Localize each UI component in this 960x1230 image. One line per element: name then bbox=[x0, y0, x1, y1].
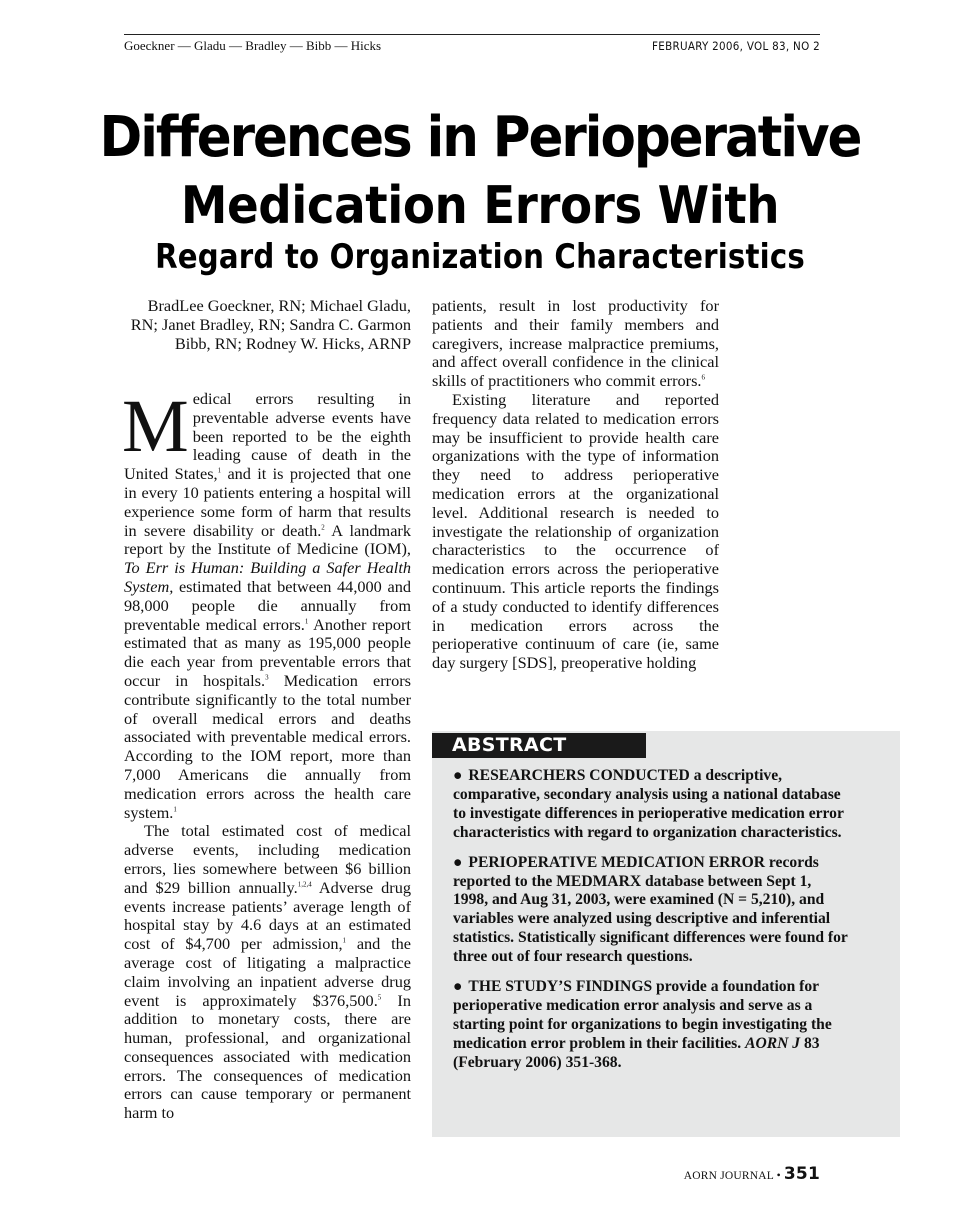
running-head bbox=[124, 34, 820, 55]
page-footer bbox=[684, 1164, 820, 1184]
abstract-item-2 bbox=[453, 854, 849, 967]
running-head-issue: FEBRUARY 2006, VOL 83, NO 2 bbox=[651, 39, 820, 53]
footnote-ref: 1,2,4 bbox=[297, 880, 312, 889]
footnote-ref: 1 bbox=[342, 936, 347, 945]
footnote-ref: 6 bbox=[701, 373, 705, 382]
text-run: A landmark report by the Institute of Medicine (IOM), bbox=[124, 520, 411, 559]
footnote-ref: 5 bbox=[377, 993, 382, 1002]
abstract-label: ABSTRACT bbox=[432, 733, 646, 758]
footer-journal: AORN JOURNAL • bbox=[683, 1170, 781, 1182]
abstract-text: 83 (February 2006) 351-368. bbox=[453, 1034, 820, 1071]
abstract-items bbox=[453, 767, 849, 1084]
title-line-1: Differences in Perioperative bbox=[99, 105, 861, 170]
footnote-ref: 1 bbox=[173, 805, 177, 814]
bullet-icon: ● bbox=[453, 767, 463, 784]
right-paragraph-2: Existing literature and reported frequency data related to medication errors may be insufficient to provide health care organizations with the type of information they need to address perioperative medication errors at the organizational level. Additional research is needed to investigate the relationship of organization characteristics to the occurrence of medication errors across the perioperative continuum. This article reports the findings of a study conducted to identify differences in medication errors across the perioperative continuum of care (ie, same day surgery [SDS], preoperative holding bbox=[432, 389, 719, 673]
text-run: Another report estimated that as many as 195,000 people die each year from preventable errors that occur in hospitals. bbox=[124, 614, 411, 690]
bullet-icon: ● bbox=[453, 978, 463, 996]
footnote-ref: 3 bbox=[265, 673, 269, 682]
text-run: patients, result in lost productivity for patients and their family members and caregivers, increase malpractice premiums, and affect overall confidence in the clinical skills of practitioners who commit errors. bbox=[432, 296, 719, 391]
running-head-authors: Goeckner — Gladu — Bradley — Bibb — Hicks bbox=[124, 38, 382, 53]
right-column bbox=[432, 297, 719, 673]
text-run: estimated that between 44,000 and 98,000 people die annually from preventable medical errors. bbox=[124, 576, 411, 634]
footnote-ref: 2 bbox=[321, 523, 325, 532]
text-run: and it is projected that one in every 10 patients entering a hospital will experience some form of harm that results in severe disability or death. bbox=[124, 464, 412, 540]
abstract-text: RESEARCHERS CONDUCTED a descriptive, comparative, secondary analysis using a national database to investigate differences in perioperative medication error characteristics with regard to organization characteristics. bbox=[453, 767, 844, 841]
left-paragraph-2 bbox=[124, 822, 411, 1123]
left-paragraph-1 bbox=[122, 385, 412, 822]
author-byline: BradLee Goeckner, RN; Michael Gladu, RN; Janet Bradley, RN; Sandra C. Garmon Bibb, RN; Rodney W. Hicks, ARNP bbox=[130, 296, 411, 353]
text-run: The total estimated cost of medical adverse events, including medication errors, lies somewhere between $6 billion and $29 billion annually. bbox=[124, 821, 411, 897]
page-number: 351 bbox=[783, 1164, 820, 1184]
bullet-icon: ● bbox=[453, 853, 463, 871]
abstract-text: PERIOPERATIVE MEDICATION ERROR records reported to the MEDMARX database between Sept 1, 1998, and Aug 31, 2003, were examined (N = 5,210), and variables were analyzed using descriptive and inferential statistics. Statistically significant differences were found for three out of four research questions. bbox=[453, 853, 848, 966]
footnote-ref: 1 bbox=[217, 466, 222, 475]
title-line-3: Regard to Organization Characteristics bbox=[155, 237, 805, 277]
abstract-item-1 bbox=[453, 767, 849, 843]
abstract-text: THE STUDY’S FINDINGS provide a foundation for perioperative medication error analysis and serve as a starting point for organizations to begin investigating the medication error problem in their facilities. bbox=[453, 978, 832, 1052]
left-column bbox=[122, 385, 412, 1123]
abstract-box bbox=[432, 731, 900, 1137]
article-title bbox=[60, 106, 900, 278]
abstract-item-3 bbox=[453, 978, 849, 1073]
footnote-ref: 1 bbox=[304, 617, 309, 626]
title-line-2: Medication Errors With bbox=[180, 176, 780, 236]
right-paragraph-1 bbox=[432, 297, 719, 391]
journal-abbrev: AORN J bbox=[745, 1034, 801, 1052]
text-run: edical errors resulting in preventable adverse events have been reported to be the eighth leading cause of death in the United States, bbox=[124, 389, 411, 484]
text-run: Medication errors contribute significantly to the total number of overall medical errors and deaths associated with preventable medical errors. According to the IOM report, more than 7,000 Americans die annually from medication errors across the health care system. bbox=[124, 670, 411, 822]
drop-cap: M bbox=[122, 385, 189, 468]
text-run: Adverse drug events increase patients’ average length of hospital stay by 4.6 days at an estimated cost of $4,700 per admission, bbox=[124, 877, 411, 954]
report-title: To Err is Human: Building a Safer Health System, bbox=[124, 558, 411, 596]
text-run: and the average cost of litigating a malpractice claim involving an inpatient adverse drug event is approximately $376,500. bbox=[124, 934, 411, 1010]
text-run: In addition to monetary costs, there are human, professional, and organizational consequences associated with medication errors. The consequences of medication errors can cause temporary or permanent harm to bbox=[124, 990, 411, 1123]
